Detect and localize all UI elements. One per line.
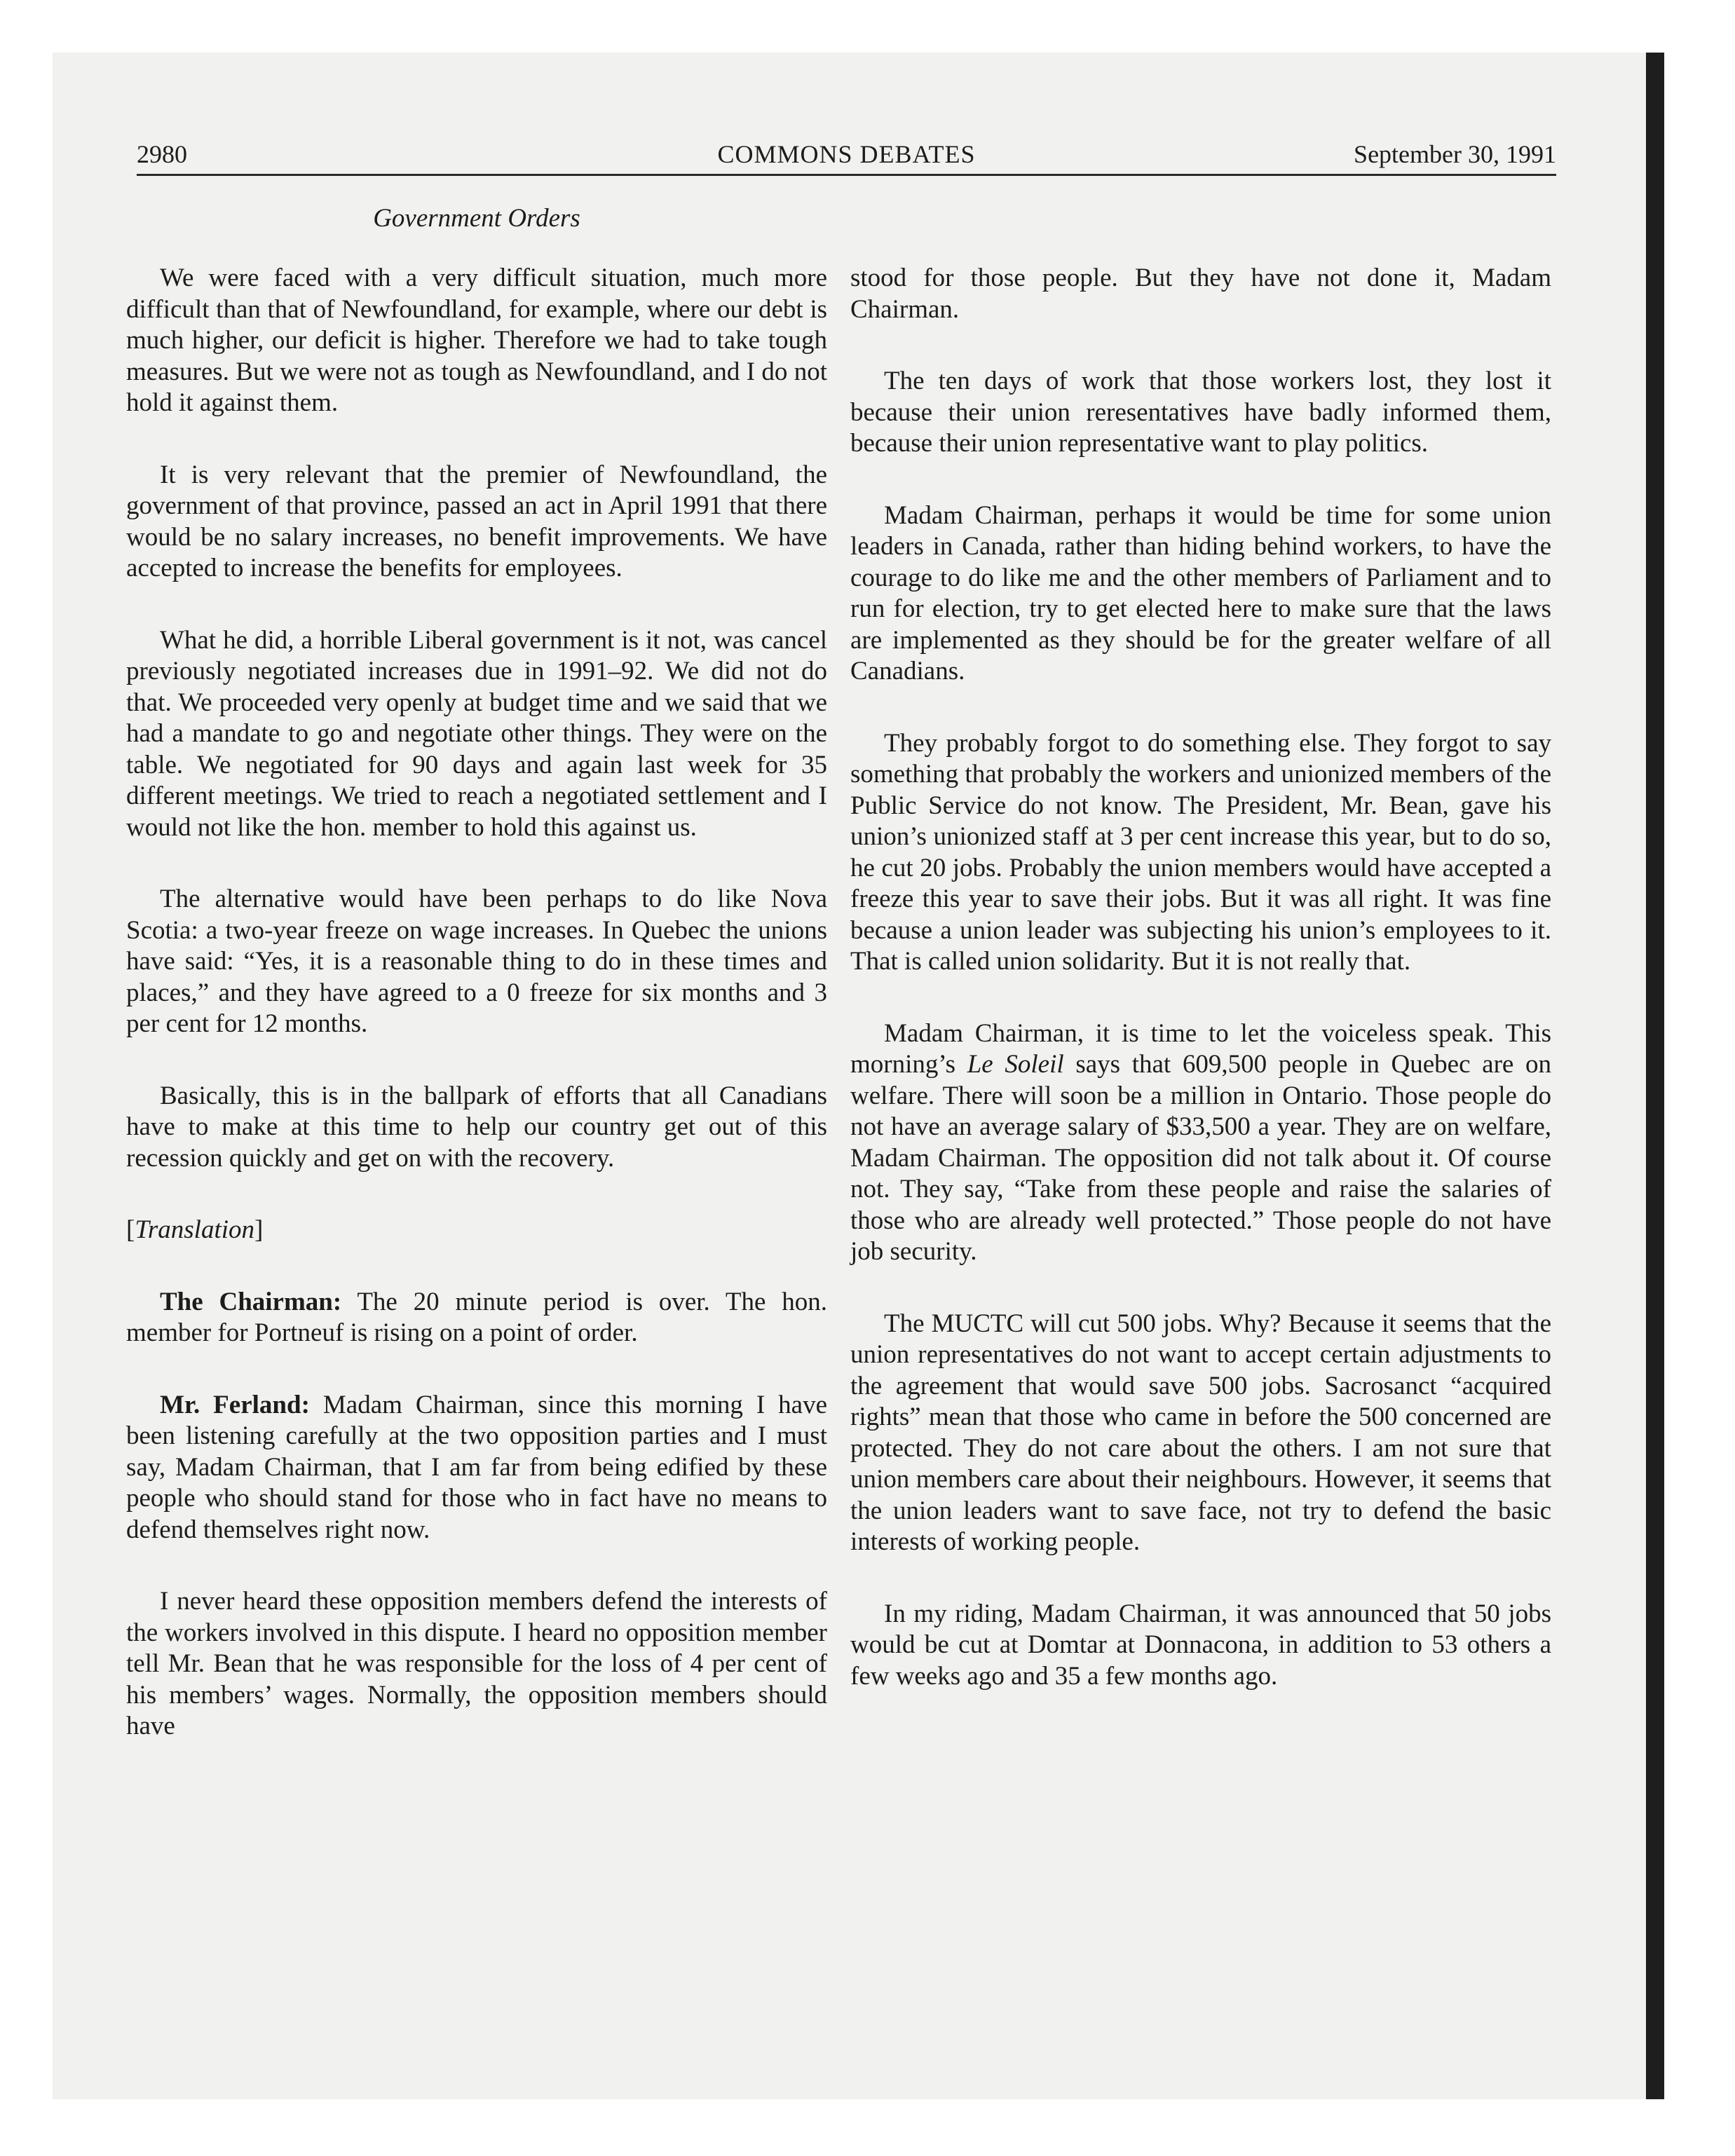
right-column bbox=[850, 263, 1551, 1733]
header-rule bbox=[137, 174, 1556, 176]
issue-date: September 30, 1991 bbox=[1354, 140, 1556, 168]
paragraph: I never heard these opposition members defend the interests of the workers involved in this dispute. I heard no opposition member tell Mr. Bean that he was responsible for the loss of 4 per cent of his members’ wages. Normally, the opposition members should have bbox=[126, 1587, 827, 1740]
paragraph: They probably forgot to do something else. They forgot to say something that probably the workers and unionized members of the Public Service do not know. The President, Mr. Bean, gave his union’s unionized staff at 3 per cent increase this year, but to do so, he cut 20 jobs. Probably the union members would have accepted a freeze this year to save their jobs. But it was all right. It was fine because a union leader was subjecting his union’s employees to it. That is called union solidarity. But it is not really that. bbox=[850, 728, 1551, 976]
speech-text: Madam Chairman, since this morning I have been listening carefully at the two opposition parties and I must say, Madam Chairman, that I am far from being edified by these people who should stand for those who in fact have no means to defend themselves right now. bbox=[126, 1390, 827, 1544]
paragraph: Madam Chairman, perhaps it would be time for some union leaders in Canada, rather than hiding behind workers, to have the courage to do like me and the other members of Parliament and to run for election, try to get elected here to make sure that the laws are implemented as they should be for the greater welfare of all Canadians. bbox=[850, 500, 1551, 685]
speaker-name: Mr. Ferland: bbox=[160, 1390, 310, 1419]
publication-name: Le Soleil bbox=[967, 1050, 1064, 1079]
speech-text: The 20 minute period is over. The hon. member for Portneuf is rising on a point of order. bbox=[126, 1287, 827, 1347]
bracket-open: [ bbox=[126, 1215, 135, 1244]
speaker-name: The Chairman: bbox=[160, 1287, 342, 1316]
page-number: 2980 bbox=[137, 140, 187, 168]
scan-edge-bar bbox=[1646, 53, 1664, 2099]
paragraph bbox=[126, 1287, 827, 1349]
paragraph: We were faced with a very difficult situation, much more difficult than that of Newfoundland, for example, where our debt is much higher, our deficit is higher. Therefore we had to take tough measures. But we were not as tough as Newfoundland, and I do not hold it against them. bbox=[126, 264, 827, 417]
speech-text: Madam Chairman, it is time to let the voiceless speak. This morning’s bbox=[850, 1018, 1551, 1079]
paragraph: In my riding, Madam Chairman, it was announced that 50 jobs would be cut at Domtar at Donnacona, in addition to 53 others a few weeks ago and 35 a few months ago. bbox=[850, 1599, 1551, 1691]
paragraph bbox=[850, 1018, 1551, 1268]
paragraph: Basically, this is in the ballpark of efforts that all Canadians have to make at this time to help our country get out of this recession quickly and get on with the recovery. bbox=[126, 1081, 827, 1173]
speech-text: says that 609,500 people in Quebec are on welfare. There will soon be a million in Ontario. Those people do not have an average salary of $33,500 a year. They are on welfare, Madam Chairman. The opposition did not talk about it. Of course not. They say, “Take from these people and raise the salaries of those who are already well protected.” Those people do not have job security. bbox=[850, 1050, 1552, 1266]
paragraph: The alternative would have been perhaps to do like Nova Scotia: a two-year freeze on wage increases. In Quebec the unions have said: “Yes, it is a reasonable thing to do in these times and places,” and they have agreed to a 0 freeze for six months and 3 per cent for 12 months. bbox=[126, 885, 827, 1038]
journal-title: COMMONS DEBATES bbox=[717, 140, 976, 168]
translation-label: Translation bbox=[135, 1215, 255, 1244]
paragraph: What he did, a horrible Liberal government is it not, was cancel previously negotiated increases due in 1991–92. We did not do that. We proceeded very openly at budget time and we said that we had a mandate to go and negotiate other things. They were on the table. We negotiated for 90 days and again last week for 35 different meetings. We tried to reach a negotiated settlement and I would not like the hon. member to hold this against us. bbox=[126, 625, 827, 842]
page-header bbox=[137, 139, 1556, 172]
left-column bbox=[126, 263, 827, 1783]
paragraph bbox=[126, 1390, 827, 1546]
section-title: Government Orders bbox=[373, 204, 580, 233]
paragraph: It is very relevant that the premier of Newfoundland, the government of that province, passed an act in April 1991 that there would be no salary increases, no benefit improvements. We have accepted to increase the benefits for employees. bbox=[126, 460, 827, 582]
paragraph: The ten days of work that those workers lost, they lost it because their union reresentatives have badly informed them, because their union representative want to play politics. bbox=[850, 367, 1551, 458]
paragraph: stood for those people. But they have not done it, Madam Chairman. bbox=[850, 264, 1551, 324]
translation-note bbox=[126, 1215, 827, 1246]
bracket-close: ] bbox=[254, 1215, 264, 1244]
paragraph: The MUCTC will cut 500 jobs. Why? Because it seems that the union representatives do not want to accept certain adjustments to the agreement that would save 500 jobs. Sacrosanct “acquired rights” mean that those who came in before the 500 concerned are protected. They do not care about the others. I am not sure that union members care about their neighbours. However, it seems that the union leaders want to save face, not try to defend the basic interests of working people. bbox=[850, 1309, 1551, 1556]
